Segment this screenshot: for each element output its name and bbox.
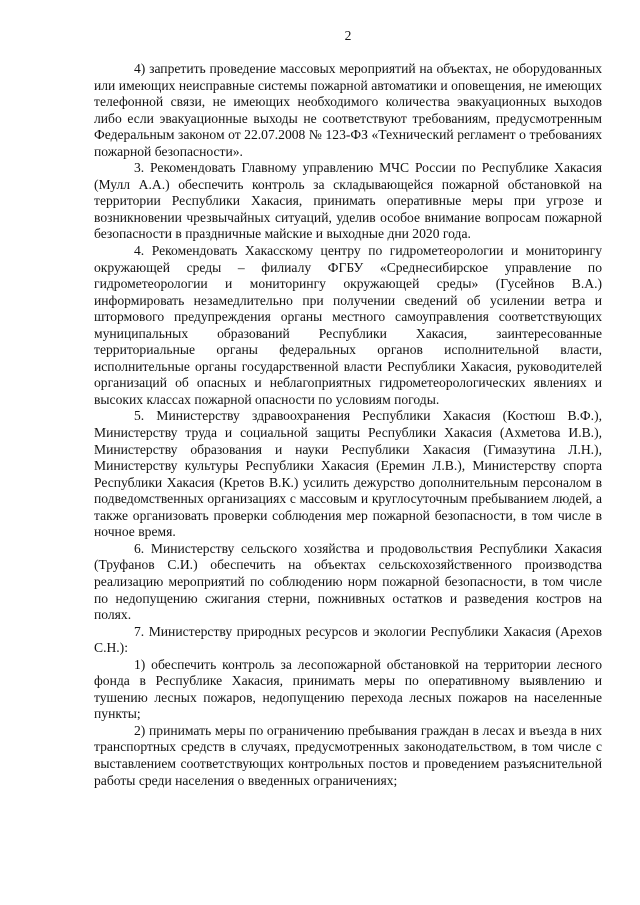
paragraph-section-6: 6. Министерству сельского хозяйства и продовольствия Республики Хакасия (Труфанов С.И.) обеспечить на объектах сельскохозяйственного производства реализацию мероприятий по соблюдению норм пожарной безопасности, в том числе по недопущению сжигания стерни, пожнивных остатков и разведения костров на полях. — [94, 540, 602, 623]
paragraph-section-7-item-1: 1) обеспечить контроль за лесопожарной обстановкой на территории лесного фонда в Республике Хакасия, принимать меры по оперативному выявлению и тушению лесных пожаров, недопущению перехода лесных пожаров на населенные пункты; — [94, 656, 602, 722]
paragraph-section-7-item-2: 2) принимать меры по ограничению пребывания граждан в лесах и въезда в них транспортных средств в случаях, предусмотренных законодательством, в том числе с выставлением соответствующих контрольных постов и проведением разъяснительной работы среди населения о введенных ограничениях; — [94, 722, 602, 788]
page-number: 2 — [344, 28, 352, 43]
paragraph-item-4: 4) запретить проведение массовых мероприятий на объектах, не оборудованных или имеющих неисправные системы пожарной автоматики и оповещения, не имеющих телефонной связи, не имеющих необходимого количества эвакуационных выходов либо если эвакуационные выходы не соответствуют требованиям, предусмотренным Федеральным законом от 22.07.2008 № 123-ФЗ «Технический регламент о требованиях пожарной безопасности». — [94, 61, 602, 159]
paragraph-section-4: 4. Рекомендовать Хакасскому центру по гидрометеорологии и мониторингу окружающей среды – филиалу ФГБУ «Среднесибирское управление по гидрометеорологии и мониторингу окружающей среды» (Гусейнов В.А.) информировать незамедлительно при получении сведений об усилении ветра и штормового предупреждения органы местного самоуправления соответствующих муниципальных образований Республики Хакасия, заинтересованные территориальные органы федеральных органов исполнительной власти, исполнительные органы государственной власти Республики Хакасия, руководителей организаций об опасных и неблагоприятных гидрометеорологических явлениях и высоких классах пожарной опасности по условиям погоды. — [94, 243, 602, 407]
paragraph-section-5: 5. Министерству здравоохранения Республики Хакасия (Костюш В.Ф.), Министерству труда и социальной защиты Республики Хакасия (Ахметова И.В.), Министерству образования и науки Республики Хакасия (Гимазутина Л.Н.), Министерству культуры Республики Хакасия (Еремин Л.В.), Министерству спорта Республики Хакасия (Кретов В.К.) усилить дежурство дополнительным персоналом в подведомственных организациях с массовым и круглосуточным пребыванием людей, а также организовать проверки соблюдения мер пожарной безопасности, в том числе в ночное время. — [94, 408, 602, 540]
paragraph-section-7: 7. Министерству природных ресурсов и экологии Республики Хакасия (Арехов С.Н.): — [94, 623, 602, 656]
paragraph-section-3: 3. Рекомендовать Главному управлению МЧС России по Республике Хакасия (Мулл А.А.) обеспечить контроль за складывающейся пожарной обстановкой на территории Республики Хакасия, принимать оперативные меры при угрозе и возникновении чрезвычайных ситуаций, уделив особое внимание вопросам пожарной безопасности в праздничные майские и выходные дни 2020 года. — [94, 160, 602, 242]
